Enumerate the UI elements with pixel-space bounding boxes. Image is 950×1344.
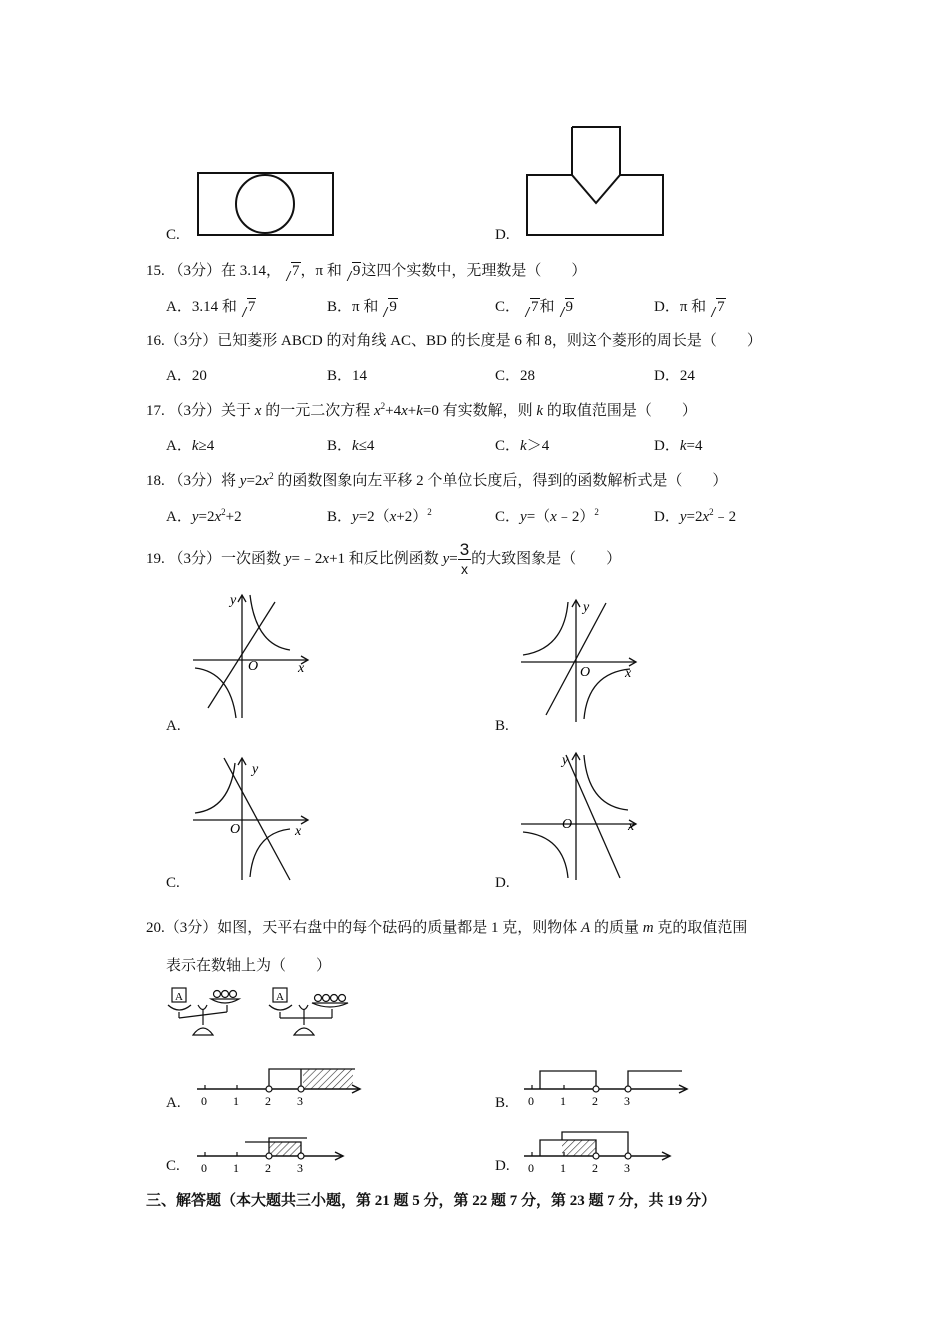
q20-option-c[interactable]: C. [166, 1158, 180, 1174]
q16-option-c[interactable]: C．28 [495, 368, 536, 384]
svg-text:2: 2 [592, 1161, 598, 1175]
q20-option-d[interactable]: D. [495, 1158, 510, 1174]
q19-option-c[interactable]: C. [166, 875, 180, 891]
svg-text:x: x [295, 824, 302, 839]
section-3-heading: 三、解答题（本大题共三小题，第 21 题 5 分，第 22 题 7 分，第 23 题 7 分，共 19 分） [146, 1193, 717, 1209]
svg-text:y: y [562, 753, 569, 768]
q18-option-c[interactable]: C．y=（x﹣2）$^2$ [495, 507, 599, 525]
q19-graph-c [190, 755, 320, 885]
svg-text:A: A [175, 991, 183, 1003]
figure-c-rectangle-circle [190, 165, 340, 245]
svg-text:y: y [583, 600, 590, 615]
question-19: 19. （3分）一次函数 y=﹣2x+1 和反比例函数 y= $\frac{3}{x}$ 的大致图象是（ ） [146, 540, 622, 577]
svg-text:2: 2 [265, 1161, 271, 1175]
rectangle [198, 173, 333, 235]
q20-number-line-b [522, 1063, 697, 1108]
svg-text:0: 0 [528, 1094, 534, 1108]
q19-graph-a [190, 590, 320, 725]
q20-option-a[interactable]: A. [166, 1095, 181, 1111]
svg-text:O: O [562, 817, 573, 832]
q16-option-b[interactable]: B．14 [327, 368, 368, 384]
q17-option-c[interactable]: C．k＞4 [495, 438, 550, 454]
origin-label: O [248, 659, 259, 674]
q20-number-line-d [522, 1122, 682, 1174]
svg-text:0: 0 [528, 1161, 534, 1175]
q15-option-c[interactable]: C． 7和 9 [495, 299, 574, 315]
svg-text:1: 1 [560, 1161, 566, 1175]
sqrt-9: 9 [343, 263, 362, 280]
q19-graph-b [518, 597, 648, 727]
q15-option-a[interactable]: A．3.14 和 7 [166, 299, 256, 315]
svg-text:1: 1 [560, 1094, 566, 1108]
figure-d-arrow-shape [520, 120, 670, 240]
q19-option-b[interactable]: B. [495, 718, 509, 734]
svg-text:2: 2 [592, 1094, 598, 1108]
circle [236, 175, 294, 233]
q18-option-b[interactable]: B．$y=2(x+2)^2$ [327, 507, 432, 525]
q18-option-a[interactable]: A．$y=2x^2+2$ [166, 507, 242, 525]
axis-x-label: x [298, 661, 305, 676]
svg-text:3: 3 [624, 1161, 630, 1175]
svg-text:0: 0 [201, 1161, 207, 1175]
q14-option-d[interactable]: D. [495, 227, 510, 243]
svg-text:x: x [625, 666, 632, 681]
question-20: 20.（3分）如图，天平右盘中的每个砝码的质量都是 1 克，则物体 A 的质量 m 克的取值范围 [146, 920, 748, 936]
svg-text:O: O [580, 665, 591, 680]
q18-option-d[interactable]: D．$y=2x^2﹣2$ [654, 507, 737, 525]
svg-text:3: 3 [624, 1094, 630, 1108]
q14-option-c[interactable]: C. [166, 227, 180, 243]
q19-option-a[interactable]: A. [166, 718, 181, 734]
q17-option-b[interactable]: B．k≤4 [327, 438, 375, 454]
q20-number-line-a [195, 1063, 370, 1108]
question-17: 17. （3分）关于 x 的一元二次方程 $x^2+4x+k=0$ 有实数解，则 k 的取值范围是（ ） [146, 401, 697, 419]
q17-option-a[interactable]: A．k≥4 [166, 438, 215, 454]
balance-scale-2 [268, 985, 358, 1040]
q16-option-a[interactable]: A．20 [166, 368, 207, 384]
svg-text:3: 3 [297, 1094, 303, 1108]
q17-option-d[interactable]: D．k=4 [654, 438, 703, 454]
q15-option-b[interactable]: B．π 和 9 [327, 299, 397, 315]
axis-y-label: y [230, 593, 237, 608]
q19-graph-d [518, 750, 648, 885]
question-15: 15. （3分）在 3.14， 7，π 和 9这四个实数中，无理数是（ ） [146, 263, 587, 279]
question-18: 18. （3分）将 $y=2x^2$ 的函数图象向左平移 2 个单位长度后，得到的函数解析式是（ ） [146, 471, 728, 489]
svg-text:A: A [276, 991, 284, 1003]
svg-text:1: 1 [233, 1094, 239, 1108]
fraction-3-over-x: $\frac{3}{x}$ [459, 540, 470, 577]
q15-option-d[interactable]: D．π 和 7 [654, 299, 725, 315]
arrow-outline [527, 127, 663, 235]
q16-option-d[interactable]: D．24 [654, 368, 695, 384]
q20-number-line-c [195, 1130, 355, 1175]
q20-option-b[interactable]: B. [495, 1095, 509, 1111]
svg-text:0: 0 [201, 1094, 207, 1108]
arrow-head [572, 175, 620, 203]
question-20-line2: 表示在数轴上为（ ） [166, 958, 332, 974]
svg-text:O: O [230, 822, 241, 837]
question-16: 16.（3分）已知菱形 ABCD 的对角线 AC、BD 的长度是 6 和 8，则这个菱形的周长是（ ） [146, 333, 762, 349]
svg-text:1: 1 [233, 1161, 239, 1175]
svg-text:x: x [628, 819, 635, 834]
balance-scale-1 [165, 985, 250, 1040]
svg-text:3: 3 [297, 1161, 303, 1175]
svg-text:y: y [252, 762, 259, 777]
sqrt-7: 7 [282, 263, 301, 280]
svg-text:2: 2 [265, 1094, 271, 1108]
q19-option-d[interactable]: D. [495, 875, 510, 891]
